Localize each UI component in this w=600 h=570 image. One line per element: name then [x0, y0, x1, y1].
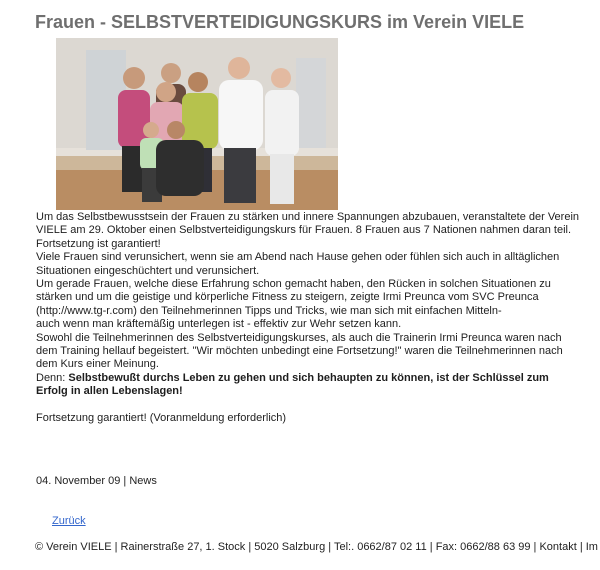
dateline: 04. November 09 | News	[36, 475, 157, 487]
article-line: Um gerade Frauen, welche diese Erfahrung schon gemacht haben, den Rücken in solchen Situationen zu	[36, 278, 551, 291]
conclusion-prefix: Denn:	[36, 371, 69, 384]
article-line: VIELE am 29. Oktober einen Selbstverteidigungskurs für Frauen. 8 Frauen aus 7 Nationen nahmen daran teil.	[36, 224, 572, 237]
group-photo-illustration	[56, 38, 338, 210]
article-line: dem Training hellauf begeistert. "Wir möchten unbedingt eine Fortsetzung!" waren die Teilnehmerinnen nach	[36, 345, 563, 358]
article-conclusion	[36, 372, 592, 385]
footer: © Verein VIELE | Rainerstraße 27, 1. Stock | 5020 Salzburg | Tel:. 0662/87 02 11 | Fax: 0662/88 63 99 | Kontakt | Im	[35, 541, 598, 553]
group-photo	[56, 38, 338, 210]
article-body	[36, 211, 592, 425]
article-line: Sowohl die Teilnehmerinnen des Selbstverteidigungskurses, als auch die Trainerin Irmi Preunca waren nach	[36, 331, 562, 344]
conclusion-bold: Selbstbewußt durchs Leben zu gehen und sich behaupten zu können, ist der Schlüssel zum	[68, 371, 549, 384]
article-line: (http://www.tg-r.com) den Teilnehmerinnen Tipps und Tricks, wie man sich mit einfachen Mitteln-	[36, 304, 502, 317]
article-conclusion-cont	[36, 385, 592, 398]
conclusion-bold-2: Erfolg in allen Lebenslagen!	[36, 385, 183, 398]
article-line: Situationen eingeschüchtert und verunsichert.	[36, 264, 260, 277]
article-line: Um das Selbstbewusstsein der Frauen zu stärken und innere Spannungen abzubauen, veranstaltete der Verein	[36, 211, 580, 223]
article-line: Fortsetzung ist garantiert!	[36, 237, 161, 250]
article-line: auch wenn man kräftemäßig unterlegen ist - effektiv zur Wehr setzen kann.	[36, 318, 402, 331]
article-line: stärken und um die geistige und körperliche Fitness zu steigern, zeigte Irmi Preunca vom SVC Preunca	[36, 291, 539, 304]
page-title: Frauen - SELBSTVERTEIDIGUNGSKURS im Verein VIELE	[35, 12, 525, 32]
article-note: Fortsetzung garantiert! (Voranmeldung erforderlich)	[36, 411, 287, 424]
back-link[interactable]: Zurück	[52, 515, 86, 527]
article-line: Viele Frauen sind verunsichert, wenn sie am Abend nach Hause gehen oder fühlen sich auch in alltäglichen	[36, 251, 560, 264]
article-line: dem Kurs einer Meinung.	[36, 358, 159, 371]
